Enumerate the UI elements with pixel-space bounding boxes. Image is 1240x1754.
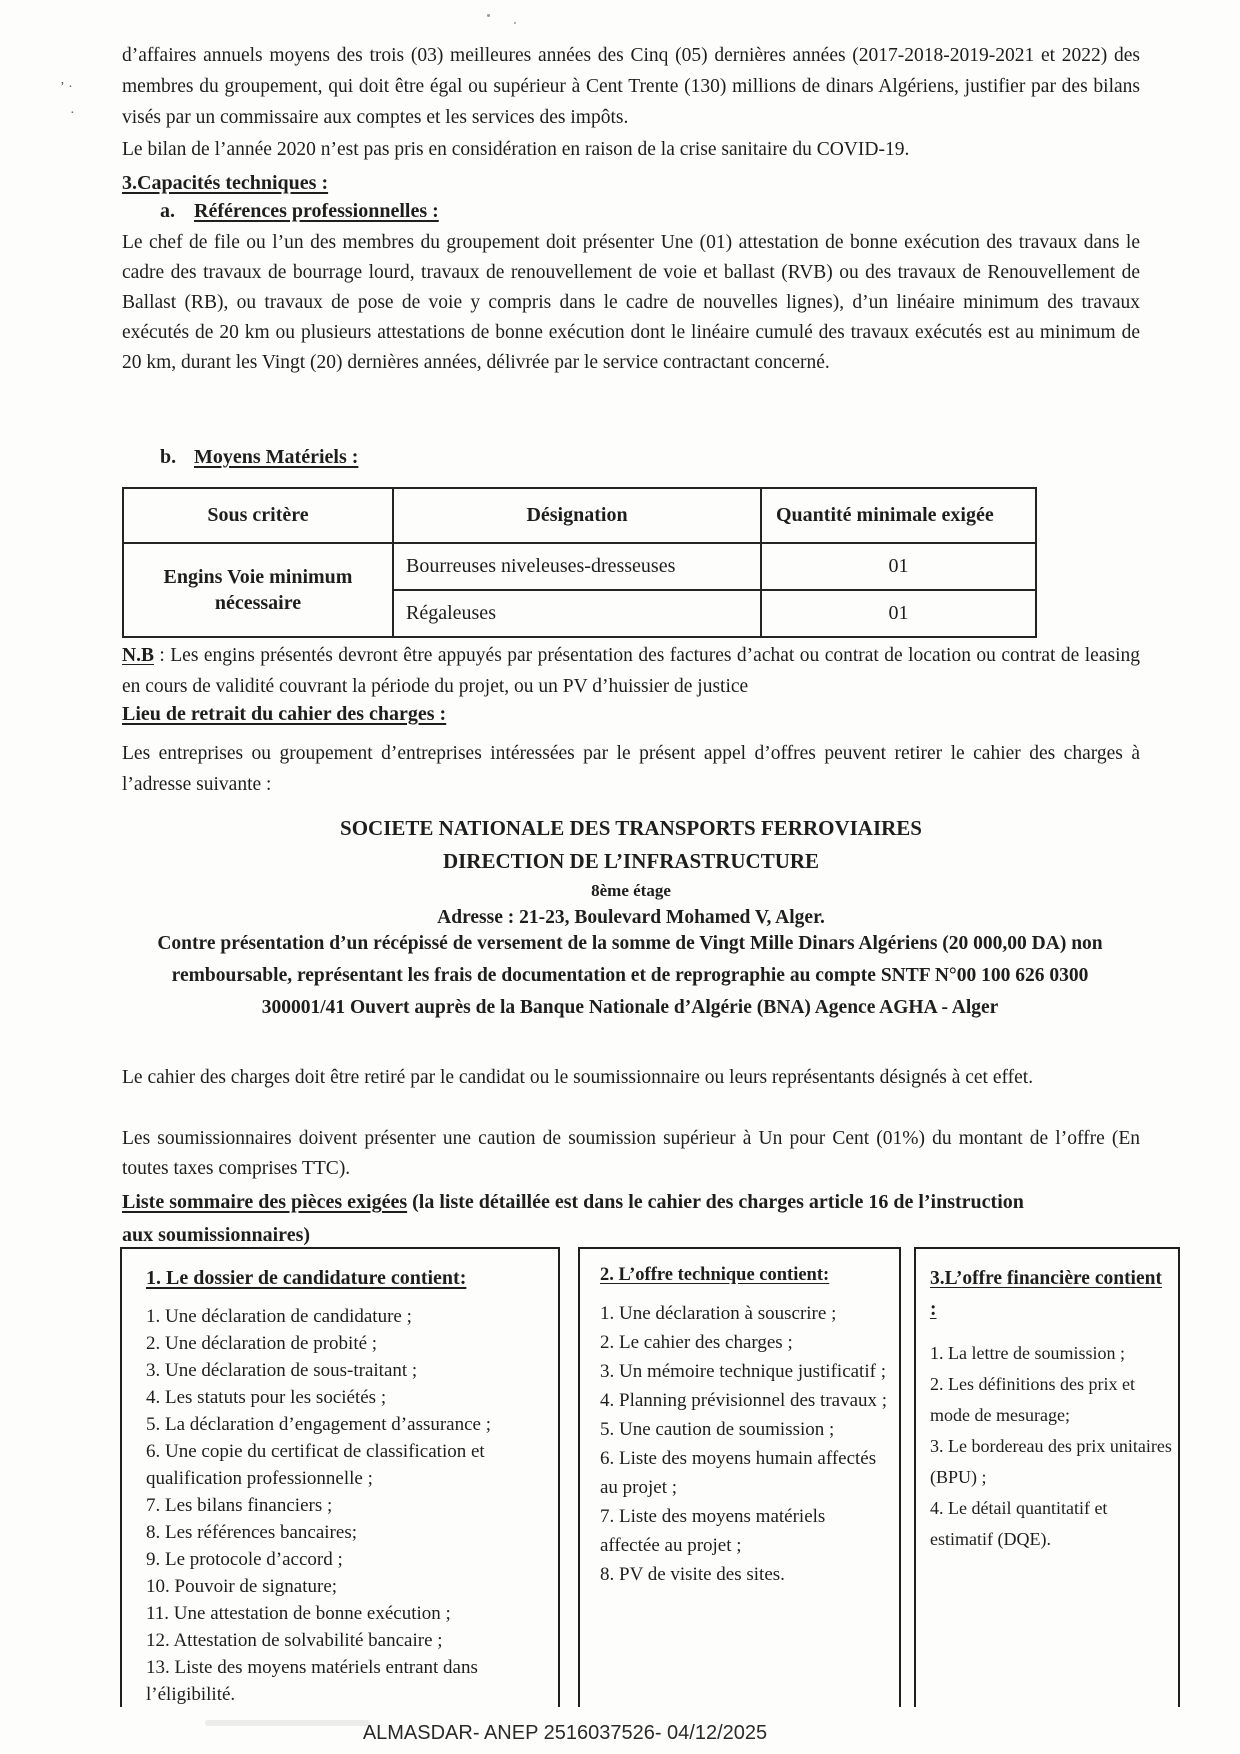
subsection-title-moyens-materiels: Moyens Matériels :	[194, 446, 359, 468]
table-row	[123, 543, 1036, 590]
list-item: 6. Une copie du certificat de classification et qualification professionnelle ;	[146, 1441, 485, 1489]
list-item: 5. La déclaration d’engagement d’assurance ;	[146, 1414, 492, 1435]
box-offre-technique	[578, 1247, 901, 1707]
scan-artifact: ’ ·	[60, 80, 73, 95]
box-title-offre-financiere: 3.L’offre financière contient :	[930, 1268, 1162, 1320]
scan-artifact: ·	[70, 106, 75, 121]
list-item: 2. Les définitions des prix et mode de mesurage;	[930, 1374, 1135, 1425]
list-item: 12. Attestation de solvabilité bancaire ;	[146, 1630, 443, 1651]
list-item: 3. Une déclaration de sous-traitant ;	[146, 1360, 418, 1381]
table-cell-designation: Bourreuses niveleuses-dresseuses	[393, 543, 761, 590]
list-item: 3. Un mémoire technique justificatif ;	[600, 1361, 886, 1382]
list-item: 2. Une déclaration de probité ;	[146, 1333, 378, 1354]
list-item: 1. Une déclaration à souscrire ;	[600, 1303, 837, 1324]
table-cell-group-engins: Engins Voie minimum nécessaire	[123, 543, 393, 637]
scan-artifact	[514, 22, 516, 24]
list-item: 2. Le cahier des charges ;	[600, 1332, 793, 1353]
intro-paragraph: d’affaires annuels moyens des trois (03) meilleures années des Cinq (05) dernières années (2017-2018-2019-2021 et 2022) des membres du groupement, qui doit être égal ou supérieur à Cent Trente (130) millions de dinars Algériens, justifier par des bilans visés par un commissaire aux comptes et les services des impôts.	[122, 45, 1140, 128]
subsection-title-references: Références professionnelles :	[194, 200, 439, 222]
table-cell-quantity: 01	[761, 543, 1036, 590]
list-item: 13. Liste des moyens matériels entrant dans l’éligibilité.	[146, 1657, 478, 1705]
list-item: 3. Le bordereau des prix unitaires (BPU) ;	[930, 1436, 1172, 1487]
table-header-quantite: Quantité minimale exigée	[761, 488, 1036, 543]
list-item: 1. Une déclaration de candidature ;	[146, 1306, 412, 1327]
list-item: 4. Planning prévisionnel des travaux ;	[600, 1390, 888, 1411]
box-dossier-candidature	[120, 1247, 560, 1707]
list-item: 9. Le protocole d’accord ;	[146, 1549, 343, 1570]
subsection-letter-b: b.	[160, 446, 177, 468]
list-item: 7. Liste des moyens matériels affectée au projet ;	[600, 1506, 826, 1556]
liste-sommaire-heading	[122, 1186, 1042, 1252]
liste-sommaire-rest: (la liste détaillée est dans le cahier des charges article 16 de l’instruction aux soumissionnaires)	[122, 1191, 1024, 1246]
box-title-offre-technique: 2. L’offre technique contient:	[600, 1265, 830, 1285]
payment-conditions: Contre présentation d’un récépissé de versement de la somme de Vingt Mille Dinars Algériens (20 000,00 DA) non remboursable, représentant les frais de documentation et de reprographie au compte SNTF N°00 100 626 0300 300001/41 Ouvert auprès de la Banque Nationale d’Algérie (BNA) Agence AGHA - Alger	[157, 933, 1103, 1018]
table-header-row	[123, 488, 1036, 543]
subsection-moyens-materiels	[160, 446, 358, 469]
organisation-floor: 8ème étage	[591, 881, 671, 900]
intro-paragraph-covid: Le bilan de l’année 2020 n’est pas pris en considération en raison de la crise sanitaire du COVID-19.	[122, 139, 910, 160]
table-cell-quantity: 01	[761, 590, 1036, 637]
subsection-letter-a: a.	[160, 200, 175, 222]
nb-label: N.B	[122, 645, 154, 666]
list-item: 10. Pouvoir de signature;	[146, 1576, 338, 1597]
list-item: 11. Une attestation de bonne exécution ;	[146, 1603, 451, 1624]
nb-paragraph	[122, 640, 1140, 702]
organisation-name: SOCIETE NATIONALE DES TRANSPORTS FERROVIAIRES	[340, 816, 922, 840]
list-item: 4. Le détail quantitatif et estimatif (DQE).	[930, 1498, 1108, 1549]
list-item: 8. Les références bancaires;	[146, 1522, 357, 1543]
table-header-sous-critere: Sous critère	[123, 488, 393, 543]
table-header-designation: Désignation	[393, 488, 761, 543]
liste-sommaire-underlined: Liste sommaire des pièces exigées	[122, 1191, 408, 1213]
section-heading-capacites-techniques: 3.Capacités techniques :	[122, 172, 329, 194]
subsection-references-professionnelles	[160, 200, 439, 223]
table-cell-designation: Régaleuses	[393, 590, 761, 637]
list-item: 8. PV de visite des sites.	[600, 1564, 785, 1585]
anep-footer: ALMASDAR- ANEP 2516037526- 04/12/2025	[362, 1722, 768, 1744]
scan-artifact	[487, 14, 490, 17]
list-item: 7. Les bilans financiers ;	[146, 1495, 333, 1516]
references-paragraph: Le chef de file ou l’un des membres du groupement doit présenter Une (01) attestation de bonne exécution des travaux dans le cadre des travaux de bourrage lourd, travaux de renouvellement de voie et ballast (RVB) ou des travaux de Renouvellement de Ballast (RB), ou travaux de pose de voie y compris dans le cadre de nouvelles lignes), d’un linéaire minimum des travaux exécutés de 20 km ou plusieurs attestations de bonne exécution dont le linéaire cumulé des travaux exécutés est au minimum de 20 km, durant les Vingt (20) dernières années, délivrée par le service contractant concerné.	[122, 232, 1140, 373]
caution-paragraph: Les soumissionnaires doivent présenter une caution de soumission supérieur à Un pour Cent (01%) du montant de l’offre (En toutes taxes comprises TTC).	[122, 1128, 1140, 1179]
organisation-direction: DIRECTION DE L’INFRASTRUCTURE	[442, 849, 820, 873]
section-heading-lieu-de-retrait: Lieu de retrait du cahier des charges :	[122, 703, 447, 725]
retire-paragraph: Le cahier des charges doit être retiré par le candidat ou le soumissionnaire ou leurs représentants désignés à cet effet.	[122, 1067, 1034, 1088]
requirements-boxes-row	[120, 1247, 1184, 1707]
box-offre-financiere	[914, 1247, 1180, 1707]
materials-table	[122, 487, 1037, 638]
organisation-block	[122, 812, 1140, 933]
box-title-dossier: 1. Le dossier de candidature contient:	[146, 1267, 467, 1289]
list-item: 1. La lettre de soumission ;	[930, 1343, 1125, 1363]
retrait-paragraph: Les entreprises ou groupement d’entreprises intéressées par le présent appel d’offres peuvent retirer le cahier des charges à l’adresse suivante :	[122, 743, 1140, 795]
list-item: 5. Une caution de soumission ;	[600, 1419, 835, 1440]
organisation-address: Adresse : 21-23, Boulevard Mohamed V, Alger.	[437, 907, 825, 928]
nb-text: : Les engins présentés devront être appuyés par présentation des factures d’achat ou contrat de location ou contrat de leasing en cours de validité couvrant la période du projet, ou un PV d’huissier de justice	[122, 645, 1140, 697]
list-item: 4. Les statuts pour les sociétés ;	[146, 1387, 387, 1408]
list-item: 6. Liste des moyens humain affectés au projet ;	[600, 1448, 877, 1498]
